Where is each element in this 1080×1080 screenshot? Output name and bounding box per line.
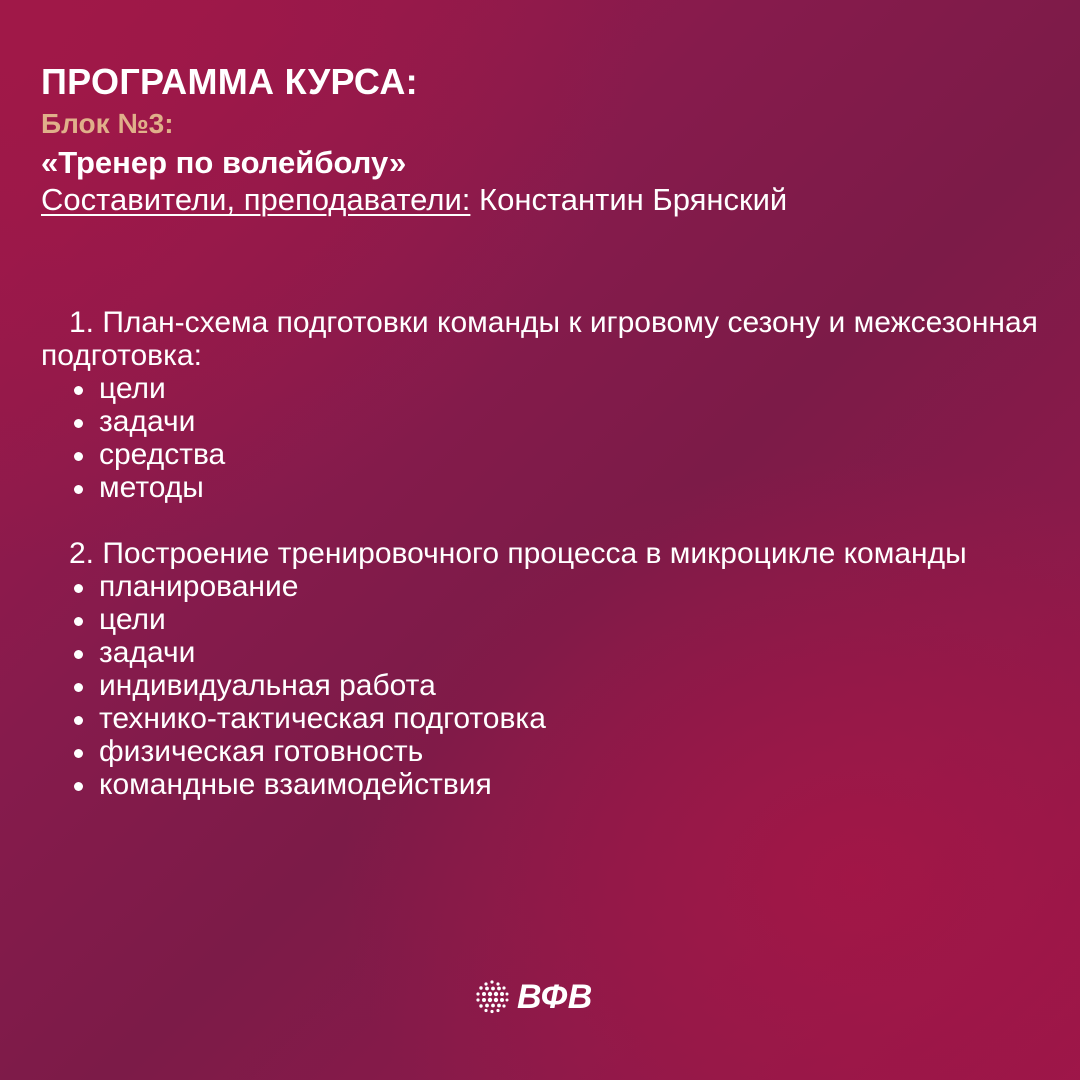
list-item	[71, 636, 1041, 669]
list-item	[71, 471, 1041, 504]
authors-label: Составители, преподаватели:	[41, 182, 471, 217]
bullet-dot-icon	[74, 617, 83, 626]
list-item-text: средства	[99, 438, 226, 471]
authors-names: Константин Брянский	[470, 182, 788, 217]
volleyball-globe-icon	[473, 978, 511, 1016]
bullet-list	[41, 372, 1041, 504]
list-item	[71, 372, 1041, 405]
list-item	[71, 669, 1041, 702]
bullet-dot-icon	[74, 683, 83, 692]
section-heading	[41, 537, 1041, 570]
list-item-text: индивидуальная работа	[99, 669, 436, 702]
bullet-dot-icon	[74, 386, 83, 395]
list-item	[71, 570, 1041, 603]
section-heading	[41, 306, 1041, 372]
bullet-dot-icon	[74, 716, 83, 725]
list-item-text: задачи	[99, 636, 196, 669]
course-name: «Тренер по волейболу»	[41, 145, 407, 180]
logo-text: ВФВ	[517, 978, 593, 1016]
list-item	[71, 735, 1041, 768]
section-1	[41, 306, 1041, 504]
bullet-dot-icon	[74, 584, 83, 593]
bullet-dot-icon	[74, 452, 83, 461]
list-item	[71, 405, 1041, 438]
list-item-text: планирование	[99, 570, 299, 603]
bullet-dot-icon	[74, 782, 83, 791]
list-item-text: технико-тактическая подготовка	[99, 702, 546, 735]
section-2	[41, 537, 1041, 801]
section-spacer	[41, 504, 1041, 537]
block-label: Блок №3:	[41, 108, 174, 139]
list-item-text: задачи	[99, 405, 196, 438]
bullet-list	[41, 570, 1041, 801]
list-item-text: цели	[99, 603, 166, 636]
header	[41, 60, 1051, 218]
brand-logo	[473, 977, 593, 1017]
list-item-text: методы	[99, 471, 204, 504]
list-item	[71, 438, 1041, 471]
course-content	[41, 306, 1041, 801]
section-heading-text: 1. План-схема подготовки команды к игровому сезону и межсезонная подготовка:	[41, 306, 1038, 372]
bullet-dot-icon	[74, 650, 83, 659]
bullet-dot-icon	[74, 749, 83, 758]
list-item-text: цели	[99, 372, 166, 405]
list-item	[71, 603, 1041, 636]
authors-line	[41, 181, 1051, 218]
list-item-text: командные взаимодействия	[99, 768, 492, 801]
list-item	[71, 702, 1041, 735]
section-heading-text: 2. Построение тренировочного процесса в микроцикле команды	[69, 537, 967, 570]
bullet-dot-icon	[74, 485, 83, 494]
list-item	[71, 768, 1041, 801]
page-title: ПРОГРАММА КУРСА:	[41, 61, 418, 102]
bullet-dot-icon	[74, 419, 83, 428]
list-item-text: физическая готовность	[99, 735, 424, 768]
